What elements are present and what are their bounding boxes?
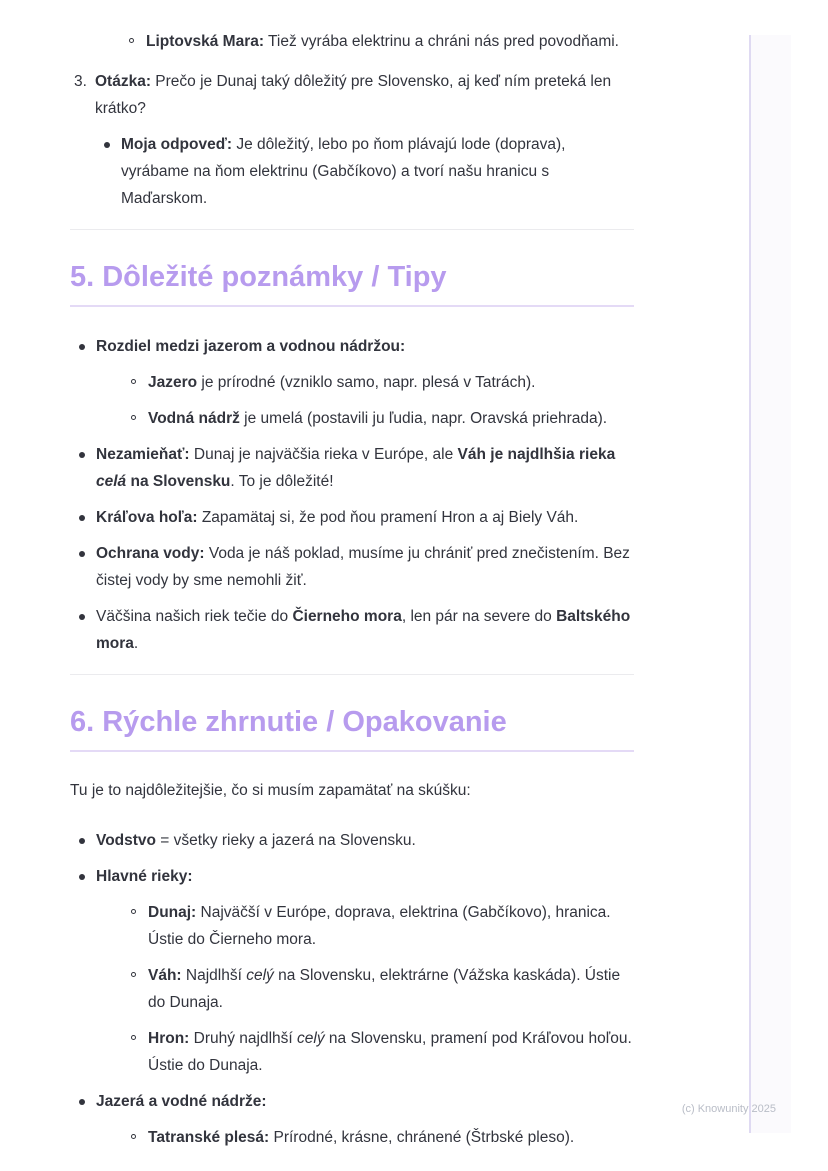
list-item bbox=[122, 405, 634, 432]
numbered-item-body bbox=[95, 68, 634, 212]
list-item-text: Ochrana vody: Voda je náš poklad, musíme ju chrániť pred znečistením. Bez čistej vody by sme nemohli žiť. bbox=[96, 545, 630, 589]
disc-bullet-icon bbox=[79, 838, 85, 844]
list-item-text: Vodstvo = všetky rieky a jazerá na Slovensku. bbox=[96, 832, 416, 849]
list-item bbox=[70, 504, 634, 531]
circle-bullet-icon bbox=[129, 38, 134, 43]
section-6-intro: Tu je to najdôležitejšie, čo si musím zapamätať na skúšku: bbox=[70, 782, 471, 799]
disc-bullet-icon bbox=[79, 551, 85, 557]
nested-list bbox=[122, 899, 634, 1079]
answer-list bbox=[95, 131, 634, 212]
list-item-text: Jazerá a vodné nádrže: bbox=[96, 1093, 267, 1110]
list-item bbox=[70, 603, 634, 657]
list-item bbox=[70, 863, 634, 1079]
list-item-text: Kráľova hoľa: Zapamätaj si, že pod ňou pramení Hron a aj Biely Váh. bbox=[96, 509, 579, 526]
list-item-text: Vodná nádrž je umelá (postavili ju ľudia, napr. Oravská priehrada). bbox=[148, 410, 608, 427]
disc-bullet-icon bbox=[104, 142, 110, 148]
section-divider bbox=[70, 229, 634, 230]
numbered-item bbox=[70, 68, 634, 212]
answer-text: Moja odpoveď: Je dôležitý, lebo po ňom plávajú lode (doprava), vyrábame na ňom elektrinu (Gabčíkovo) a tvorí našu hranicu s Maďarskom. bbox=[121, 136, 566, 207]
list-item-text: Väčšina našich riek tečie do Čierneho mora, len pár na severe do Baltského mora. bbox=[96, 608, 631, 652]
section-6-list bbox=[70, 827, 634, 1151]
list-item bbox=[122, 1124, 634, 1151]
list-item bbox=[70, 827, 634, 854]
list-item bbox=[95, 131, 634, 212]
list-item-text: Dunaj: Najväčší v Európe, doprava, elektrina (Gabčíkovo), hranica. Ústie do Čierneho mora. bbox=[148, 904, 611, 948]
list-item-text: Jazero je prírodné (vzniklo samo, napr. plesá v Tatrách). bbox=[148, 374, 536, 391]
section-divider bbox=[70, 674, 634, 675]
list-item-text: Hron: Druhý najdlhší celý na Slovensku, pramení pod Kráľovou hoľou. Ústie do Dunaja. bbox=[148, 1030, 632, 1074]
list-item-text: Tatranské plesá: Prírodné, krásne, chránené (Štrbské pleso). bbox=[148, 1129, 575, 1146]
watermark: (c) Knowunity 2025 bbox=[681, 1103, 776, 1115]
list-item bbox=[70, 540, 634, 594]
document-content bbox=[70, 28, 634, 1151]
list-item-text: Váh: Najdlhší celý na Slovensku, elektrárne (Vážska kaskáda). Ústie do Dunaja. bbox=[148, 967, 621, 1011]
list-item bbox=[122, 899, 634, 953]
circle-bullet-icon bbox=[131, 1134, 136, 1139]
item-number: 3. bbox=[74, 73, 87, 90]
section-6-title: 6. Rýchle zhrnutie / Opakovanie bbox=[70, 704, 634, 752]
page-edge-strip bbox=[750, 35, 791, 1133]
disc-bullet-icon bbox=[79, 344, 85, 350]
list-item bbox=[122, 369, 634, 396]
list-item-text: Liptovská Mara: Tiež vyrába elektrinu a chráni nás pred povodňami. bbox=[146, 33, 619, 50]
disc-bullet-icon bbox=[79, 452, 85, 458]
disc-bullet-icon bbox=[79, 614, 85, 620]
section-5-list bbox=[70, 333, 634, 657]
list-item bbox=[70, 441, 634, 495]
carryover-sublist bbox=[120, 28, 634, 55]
circle-bullet-icon bbox=[131, 415, 136, 420]
circle-bullet-icon bbox=[131, 1035, 136, 1040]
list-item-text: Hlavné rieky: bbox=[96, 868, 193, 885]
circle-bullet-icon bbox=[131, 379, 136, 384]
disc-bullet-icon bbox=[79, 874, 85, 880]
page-edge-line bbox=[749, 35, 751, 1133]
list-item bbox=[122, 1025, 634, 1079]
list-item-text: Nezamieňať: Dunaj je najväčšia rieka v Európe, ale Váh je najdlhšia rieka celá na Slovensku. To je dôležité! bbox=[96, 446, 616, 490]
list-item bbox=[70, 1088, 634, 1151]
circle-bullet-icon bbox=[131, 909, 136, 914]
disc-bullet-icon bbox=[79, 515, 85, 521]
list-item-text: Rozdiel medzi jazerom a vodnou nádržou: bbox=[96, 338, 406, 355]
section-5-title: 5. Dôležité poznámky / Tipy bbox=[70, 259, 634, 307]
nested-list bbox=[122, 1124, 634, 1151]
disc-bullet-icon bbox=[79, 1099, 85, 1105]
circle-bullet-icon bbox=[131, 972, 136, 977]
question-text: Otázka: Prečo je Dunaj taký dôležitý pre Slovensko, aj keď ním preteká len krátko? bbox=[95, 73, 612, 117]
list-item bbox=[120, 28, 634, 55]
list-item bbox=[70, 333, 634, 432]
list-item bbox=[122, 962, 634, 1016]
nested-list bbox=[122, 369, 634, 432]
